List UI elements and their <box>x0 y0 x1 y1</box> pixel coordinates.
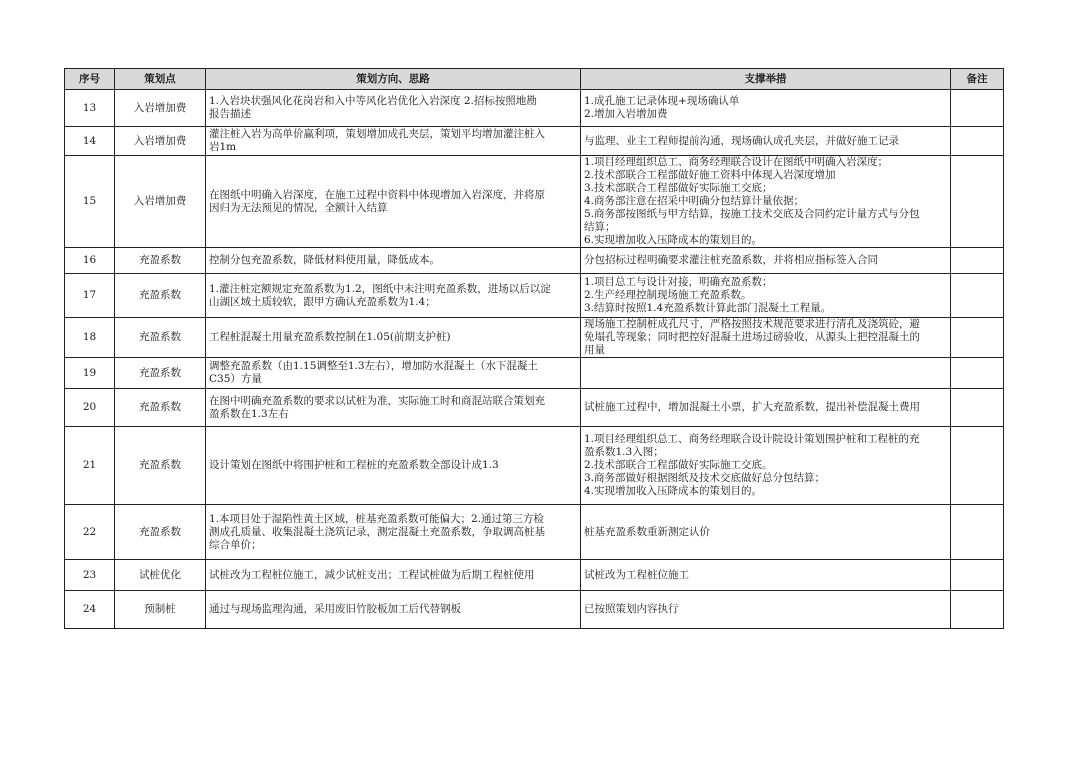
cell-direction-line: 测成孔质量、收集混凝土浇筑记录，测定混凝土充盈系数，争取调高桩基 <box>209 525 545 538</box>
cell-direction-line: 调整充盈系数（由1.15调整至1.3左右），增加防水混凝土（水下混凝土 <box>209 360 538 372</box>
cell-direction-line: 工程桩混凝土用量充盈系数控制在1.05(前期支护桩) <box>209 331 451 343</box>
cell-measures-line: 2.增加入岩增加费 <box>584 108 668 120</box>
cell-measures-line: 试桩改为工程桩位施工 <box>584 568 689 581</box>
header-row <box>65 69 1004 90</box>
cell-direction-line: 1.灌注桩定额规定充盈系数为1.2，图纸中未注明充盈系数，进场以后以淀 <box>209 282 551 295</box>
cell-measures-line: 2.技术部联合工程部做好施工资料中体现入岩深度增加 <box>584 169 836 181</box>
cell-direction <box>206 358 581 389</box>
table-row <box>65 274 1004 318</box>
cell-direction-line: 岩1m <box>209 141 237 153</box>
cell-measures <box>581 318 951 358</box>
cell-measures-line: 6.实现增加收入压降成本的策划目的。 <box>584 234 763 246</box>
cell-measures-line: 与监理、业主工程师提前沟通，现场确认成孔夹层，并做好施工记录 <box>584 134 899 147</box>
cell-direction-line: 控制分包充盈系数，降低材料使用量，降低成本。 <box>209 254 440 266</box>
cell-measures-line: 3.商务部做好根据图纸及技术交底做好总分包结算； <box>584 472 826 484</box>
header-cell-remark: 备注 <box>951 69 1004 90</box>
cell-measures-line: 3.技术部联合工程部做好实际施工交底； <box>584 182 773 194</box>
cell-point: 入岩增加费 <box>115 127 206 156</box>
cell-measures-line: 4.实现增加收入压降成本的策划目的。 <box>584 485 763 497</box>
cell-no: 17 <box>65 274 115 318</box>
cell-remark <box>951 427 1004 505</box>
table-row <box>65 505 1004 560</box>
cell-no: 21 <box>65 427 115 505</box>
header-cell-point: 策划点 <box>115 69 206 90</box>
table-row <box>65 156 1004 248</box>
cell-measures-line: 盈系数1.3入图； <box>584 446 664 458</box>
table-row <box>65 90 1004 127</box>
cell-measures <box>581 248 951 274</box>
cell-remark <box>951 318 1004 358</box>
cell-measures <box>581 505 951 560</box>
cell-measures-line: 桩基充盈系数重新测定认价 <box>584 525 710 538</box>
cell-point: 入岩增加费 <box>115 90 206 127</box>
cell-measures <box>581 274 951 318</box>
cell-direction-line: C35）方量 <box>209 373 262 385</box>
cell-point: 入岩增加费 <box>115 156 206 248</box>
cell-no: 14 <box>65 127 115 156</box>
cell-measures <box>581 427 951 505</box>
cell-direction-line: 试桩改为工程桩位施工，减少试桩支出；工程试桩做为后期工程桩使用 <box>209 568 535 581</box>
cell-remark <box>951 591 1004 629</box>
table-row <box>65 248 1004 274</box>
cell-measures-line: 用量 <box>584 344 605 356</box>
header-cell-measures: 支撑举措 <box>581 69 951 90</box>
cell-remark <box>951 274 1004 318</box>
cell-direction <box>206 318 581 358</box>
header-cell-no: 序号 <box>65 69 115 90</box>
cell-direction <box>206 591 581 629</box>
table-row <box>65 591 1004 629</box>
cell-direction-line: 报告描述 <box>209 108 251 120</box>
cell-direction-line: 盈系数在1.3左右 <box>209 407 289 420</box>
cell-point: 充盈系数 <box>115 248 206 274</box>
cell-remark <box>951 90 1004 127</box>
cell-point: 充盈系数 <box>115 274 206 318</box>
cell-remark <box>951 127 1004 156</box>
cell-measures-line: 2.技术部联合工程部做好实际施工交底。 <box>584 459 773 471</box>
cell-direction <box>206 248 581 274</box>
cell-remark <box>951 560 1004 591</box>
cell-measures <box>581 90 951 127</box>
cell-measures-line: 已按照策划内容执行 <box>584 603 679 615</box>
cell-measures-line: 试桩施工过程中，增加混凝土小票，扩大充盈系数，提出补偿混凝土费用 <box>584 401 920 413</box>
cell-remark <box>951 358 1004 389</box>
cell-measures-line: 1.项目经理组织总工、商务经理联合设计院设计策划围护桩和工程桩的充 <box>584 433 920 445</box>
cell-measures-line: 5.商务部按图纸与甲方结算，按施工技术交底及合同约定计量方式与分包 <box>584 208 920 220</box>
cell-no: 18 <box>65 318 115 358</box>
cell-measures-line: 分包招标过程明确要求灌注桩充盈系数，并将相应指标签入合同 <box>584 254 878 266</box>
cell-direction-line: 1.入岩块状强风化花岗岩和入中等风化岩优化入岩深度 2.招标按照地勘 <box>209 95 537 107</box>
cell-direction <box>206 505 581 560</box>
cell-measures-line: 1.成孔施工记录体现+现场确认单 <box>584 95 740 107</box>
table-row <box>65 318 1004 358</box>
cell-remark <box>951 248 1004 274</box>
cell-point: 充盈系数 <box>115 427 206 505</box>
table-row <box>65 389 1004 427</box>
cell-direction-line: 山湖区域土质较软，跟甲方确认充盈系数为1.4； <box>209 295 436 308</box>
cell-direction <box>206 127 581 156</box>
cell-measures <box>581 127 951 156</box>
header-cell-direction: 策划方向、思路 <box>206 69 581 90</box>
table-body <box>65 90 1004 629</box>
cell-measures-line: 1.项目总工与设计对接，明确充盈系数； <box>584 276 773 288</box>
cell-measures-line: 4.商务部注意在招采中明确分包结算计量依据； <box>584 195 805 207</box>
cell-measures-line: 现场施工控制桩成孔尺寸，严格按照技术规范要求进行清孔及浇筑砼，避 <box>584 318 920 330</box>
cell-direction-line: 在图中明确充盈系数的要求以试桩为准，实际施工时和商混站联合策划充 <box>209 394 545 407</box>
cell-no: 13 <box>65 90 115 127</box>
cell-direction-line: 通过与现场监理沟通，采用废旧竹胶板加工后代替钢板 <box>209 603 461 615</box>
table-row <box>65 560 1004 591</box>
cell-no: 22 <box>65 505 115 560</box>
planning-table-sheet <box>64 68 1003 629</box>
cell-measures <box>581 560 951 591</box>
cell-measures-line: 1.项目经理组织总工、商务经理联合设计在图纸中明确入岩深度； <box>584 156 889 168</box>
cell-direction <box>206 274 581 318</box>
cell-remark <box>951 156 1004 248</box>
cell-no: 23 <box>65 560 115 591</box>
cell-direction-line: 在图纸中明确入岩深度，在施工过程中资料中体现增加入岩深度，并将原 <box>209 188 545 201</box>
cell-no: 16 <box>65 248 115 274</box>
cell-point: 预制桩 <box>115 591 206 629</box>
table-row <box>65 427 1004 505</box>
cell-measures-line: 结算； <box>584 221 616 233</box>
cell-measures <box>581 156 951 248</box>
cell-direction <box>206 560 581 591</box>
cell-no: 24 <box>65 591 115 629</box>
cell-remark <box>951 505 1004 560</box>
cell-direction-line: 因归为无法预见的情况，全额计入结算 <box>209 201 388 214</box>
cell-point: 充盈系数 <box>115 505 206 560</box>
planning-table <box>64 68 1004 629</box>
table-row <box>65 358 1004 389</box>
cell-point: 试桩优化 <box>115 560 206 591</box>
cell-measures-line: 免塌孔等现象；同时把控好混凝土进场过磅验收，从源头上把控混凝土的 <box>584 331 920 343</box>
cell-measures-line: 3.结算时按照1.4充盈系数计算此部门混凝土工程量。 <box>584 302 832 314</box>
cell-point: 充盈系数 <box>115 358 206 389</box>
cell-measures <box>581 389 951 427</box>
cell-direction <box>206 90 581 127</box>
cell-direction <box>206 427 581 505</box>
cell-measures <box>581 358 951 389</box>
cell-no: 20 <box>65 389 115 427</box>
cell-no: 15 <box>65 156 115 248</box>
cell-point: 充盈系数 <box>115 318 206 358</box>
cell-measures-line: 2.生产经理控制现场施工充盈系数。 <box>584 289 752 301</box>
cell-point: 充盈系数 <box>115 389 206 427</box>
cell-direction-line: 灌注桩入岩为高单价赢利项，策划增加成孔夹层，策划平均增加灌注桩入 <box>209 128 545 140</box>
cell-remark <box>951 389 1004 427</box>
cell-direction <box>206 389 581 427</box>
cell-measures <box>581 591 951 629</box>
cell-direction-line: 1.本项目处于湿陷性黄土区域，桩基充盈系数可能偏大；2.通过第三方检 <box>209 512 545 525</box>
cell-direction <box>206 156 581 248</box>
cell-no: 19 <box>65 358 115 389</box>
table-row <box>65 127 1004 156</box>
cell-direction-line: 综合单价； <box>209 538 262 551</box>
cell-direction-line: 设计策划在图纸中将围护桩和工程桩的充盈系数全部设计成1.3 <box>209 459 499 471</box>
